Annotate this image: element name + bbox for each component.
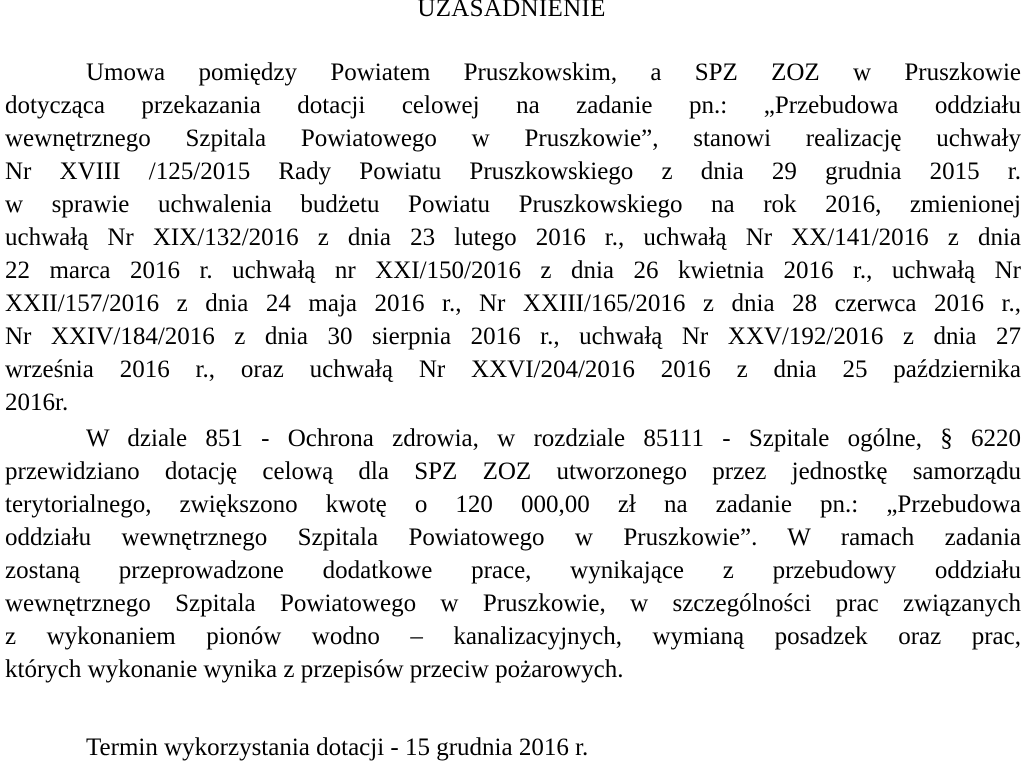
paragraph-line: września 2016 r., oraz uchwałą Nr XXVI/204/2016 2016 z dnia 25 października [5, 356, 1021, 383]
paragraph-line: z wykonaniem pionów wodno – kanalizacyjnych, wymianą posadzek oraz prac, [5, 623, 1021, 650]
paragraph-line: wewnętrznego Szpitala Powiatowego w Pruszkowie”, stanowi realizację uchwały [5, 125, 1021, 152]
paragraph-line: dotycząca przekazania dotacji celowej na zadanie pn.: „Przebudowa oddziału [5, 92, 1021, 119]
paragraph-line: 22 marca 2016 r. uchwałą nr XXI/150/2016 z dnia 26 kwietnia 2016 r., uchwałą Nr [5, 257, 1021, 284]
paragraph-line: 2016r. [5, 389, 69, 416]
paragraph-line: przewidziano dotację celową dla SPZ ZOZ utworzonego przez jednostkę samorządu [5, 458, 1021, 485]
paragraph-line: wewnętrznego Szpitala Powiatowego w Pruszkowie, w szczególności prac związanych [5, 590, 1021, 617]
paragraph-line: oddziału wewnętrznego Szpitala Powiatowego w Pruszkowie”. W ramach zadania [5, 524, 1021, 551]
paragraph-line: w sprawie uchwalenia budżetu Powiatu Pruszkowskiego na rok 2016, zmienionej [5, 191, 1021, 218]
paragraph-line: Nr XXIV/184/2016 z dnia 30 sierpnia 2016 r., uchwałą Nr XXV/192/2016 z dnia 27 [5, 323, 1021, 350]
paragraph-line: W dziale 851 - Ochrona zdrowia, w rozdziale 85111 - Szpitale ogólne, § 6220 [86, 425, 1021, 452]
paragraph-line: uchwałą Nr XIX/132/2016 z dnia 23 lutego 2016 r., uchwałą Nr XX/141/2016 z dnia [5, 224, 1021, 251]
paragraph-line: Nr XVIII /125/2015 Rady Powiatu Pruszkowskiego z dnia 29 grudnia 2015 r. [5, 158, 1021, 185]
paragraph-line: XXII/157/2016 z dnia 24 maja 2016 r., Nr XXIII/165/2016 z dnia 28 czerwca 2016 r., [5, 290, 1021, 317]
document-title: UZASADNIENIE [417, 0, 606, 22]
paragraph-line: zostaną przeprowadzone dodatkowe prace, wynikające z przebudowy oddziału [5, 557, 1021, 584]
grant-deadline-note: Termin wykorzystania dotacji - 15 grudnia 2016 r. [86, 734, 589, 761]
paragraph-line: których wykonanie wynika z przepisów przeciw pożarowych. [5, 656, 624, 683]
paragraph-line: terytorialnego, zwiększono kwotę o 120 000,00 zł na zadanie pn.: „Przebudowa [5, 491, 1021, 518]
paragraph-line: Umowa pomiędzy Powiatem Pruszkowskim, a SPZ ZOZ w Pruszkowie [86, 59, 1021, 86]
